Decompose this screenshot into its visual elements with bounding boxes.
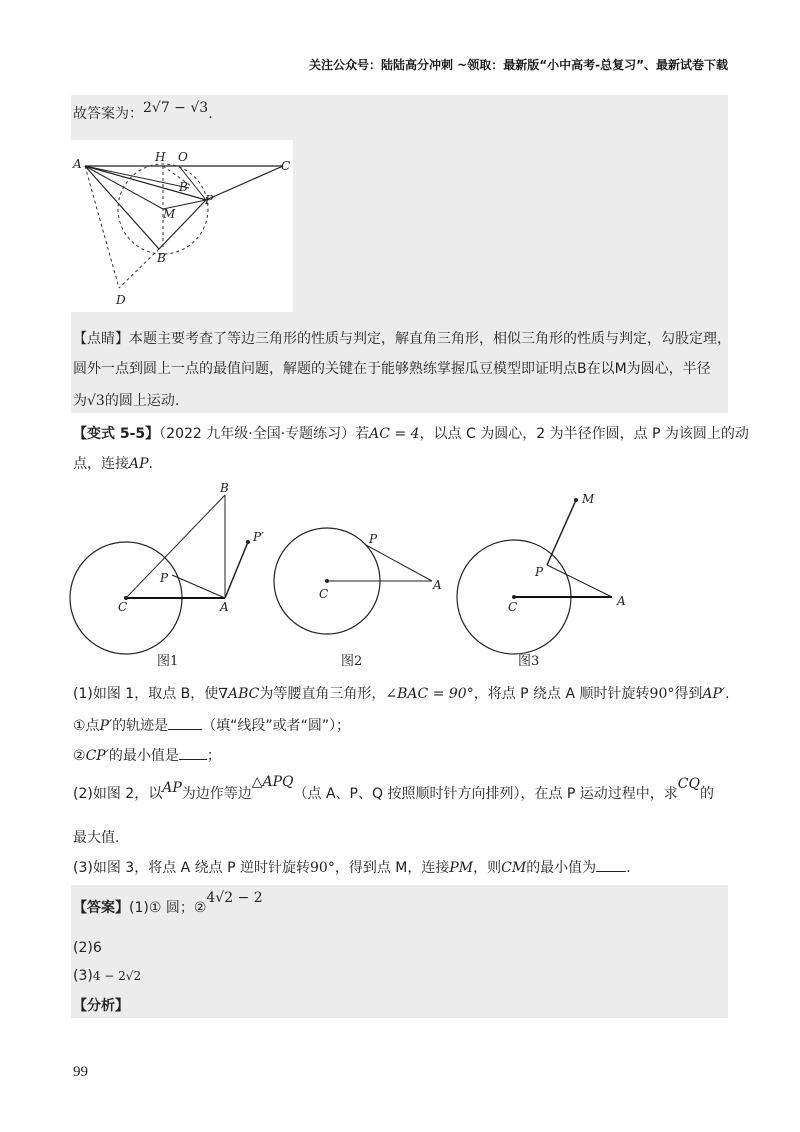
q2-ap: AP <box>162 780 182 796</box>
answer-3-text: (3) <box>73 968 93 984</box>
fig2-label-p: P <box>369 532 378 546</box>
fig1-label-c: C <box>118 600 128 614</box>
intro-answer-prefix: 故答案为： <box>73 106 143 122</box>
q3-degree: 90° <box>310 860 335 876</box>
question-1-sub-1 <box>73 716 350 736</box>
fig2-label-c: C <box>319 587 329 601</box>
q3-text-d: 的最小值为 <box>526 860 597 876</box>
q1-sub2-cp: CP′ <box>85 748 109 764</box>
q1-sub2-c: ； <box>206 748 221 764</box>
fig3-segment-pa <box>547 565 612 597</box>
fig1-label-b: B <box>220 481 229 495</box>
intro-answer-line <box>73 100 213 124</box>
variant-line-1 <box>73 424 749 444</box>
q1-sub1-c: （填“线段”或者“圆”）； <box>202 718 351 734</box>
fig1-caption: 图1 <box>157 654 179 669</box>
question-3 <box>73 858 631 878</box>
fig2-caption: 图2 <box>341 654 363 669</box>
q1-text-d: 得到 <box>674 686 703 702</box>
variant-text: ，以点 C 为圆心，2 为半径作圆，点 P 为该圆上的动 <box>419 426 749 442</box>
q2-text-b: 为边作等边 <box>181 786 252 802</box>
variant-line-2-b: . <box>148 456 153 472</box>
q2-text-a: (2)如图 2，以 <box>73 786 163 802</box>
label-c: C <box>281 159 291 173</box>
q3-text-e: . <box>626 860 631 876</box>
fig1-point-pp <box>246 540 250 544</box>
answer-3-expr: 4 − 2√2 <box>92 969 142 983</box>
label-a: A <box>73 157 82 171</box>
geometry-figure-top <box>71 146 293 312</box>
intro-answer-expr: 2√7 − √3 <box>143 100 209 116</box>
q1-triangle: ∇ABC <box>218 686 260 702</box>
segment-bd <box>119 249 159 288</box>
dianjing-line-2: 圆外一点到圆上一点的最值问题，解题的关键在于能够熟练掌握瓜豆模型即证明点B在以M为圆心，半径 <box>73 361 711 377</box>
q2-text-d: 的 <box>700 786 714 802</box>
q3-text-c: ，则 <box>473 860 502 876</box>
q1-text-a: (1)如图 1，取点 B，使 <box>73 686 219 702</box>
label-d: D <box>116 293 126 307</box>
q1-sub1-b: 的轨迹是 <box>112 718 169 734</box>
q1-text-b: 为等腰直角三角形， <box>259 686 386 702</box>
answer-line-2: (2)6 <box>73 940 102 956</box>
question-2-line-2: 最大值. <box>73 830 120 846</box>
fig1-segment-app <box>225 542 248 598</box>
fig3-segment-pm <box>547 500 576 565</box>
question-1 <box>73 684 730 704</box>
fig2-segment-pa <box>366 545 432 581</box>
answer-line-1 <box>73 890 263 918</box>
dianjing-line-3 <box>73 391 179 411</box>
q3-text-a: (3)如图 3，将点 A 绕点 P 逆时针旋转 <box>73 860 311 876</box>
q1-sub1-blank <box>168 729 202 730</box>
fig3-caption: 图3 <box>518 654 540 669</box>
variant-line-2 <box>73 454 153 474</box>
q2-triangle: △APQ <box>251 774 294 790</box>
fig3-label-p: P <box>535 565 544 579</box>
q2-text-c: （点 A、P、Q 按照顺时针方向排列），在点 P 运动过程中，求 <box>293 786 678 802</box>
answer-1-expr: 4√2 − 2 <box>206 890 263 906</box>
q3-pm: PM <box>449 860 474 876</box>
answer-label: 【答案】 <box>73 900 129 916</box>
label-b: B <box>157 251 166 265</box>
q1-text-c: ，将点 P 绕点 A 顺时针旋转 <box>473 686 650 702</box>
dianjing-line-3-a: 为 <box>73 393 87 409</box>
question-1-sub-2 <box>73 746 221 766</box>
segment-cp <box>206 166 283 200</box>
dianjing-line-3-expr: √3 <box>87 393 105 409</box>
variant-tag: 【变式 5-5】 <box>73 426 160 442</box>
q1-sub1-point: P′ <box>99 718 113 734</box>
page-header: 关注公众号：陆陆高分冲刺 ~领取：最新版“小中高考-总复习”、最新试卷下载 <box>309 58 728 72</box>
fig2-point-c <box>325 579 329 583</box>
q2-cq: CQ <box>677 776 700 792</box>
q1-sub2-a: ② <box>73 748 86 764</box>
variant-source: （2022 九年级·全国·专题练习）若 <box>159 426 370 442</box>
fig3-point-c <box>512 595 516 599</box>
variant-expr: AC = 4 <box>369 426 420 442</box>
analysis-label: 【分析】 <box>73 998 129 1014</box>
page-number: 99 <box>73 1064 88 1080</box>
q3-text-b: ，得到点 M，连接 <box>334 860 450 876</box>
label-m: M <box>163 207 176 221</box>
question-2 <box>73 774 714 804</box>
fig1-segment-cb <box>126 495 225 598</box>
variant-line-2-a: 点，连接 <box>73 456 129 472</box>
figures-row <box>60 475 700 675</box>
q1-degree: 90° <box>649 686 675 702</box>
label-h: H <box>155 150 166 164</box>
fig2-label-a: A <box>433 578 442 592</box>
q1-sub1-a: ①点 <box>73 718 100 734</box>
answer-1-text: (1)① 圆；② <box>129 900 207 916</box>
answer-line-3 <box>73 966 141 986</box>
q1-angle: ∠BAC = 90° <box>385 686 474 702</box>
fig1-label-a: A <box>220 600 229 614</box>
q1-text-e: . <box>725 686 730 702</box>
fig3-label-c: C <box>508 600 518 614</box>
figure-3 <box>457 492 626 669</box>
figure-2 <box>274 528 442 669</box>
fig1-segment-pa <box>172 575 225 598</box>
segment-am <box>85 166 163 209</box>
q3-blank <box>596 871 626 872</box>
fig3-label-m: M <box>582 492 595 506</box>
intro-answer-suffix: . <box>208 106 213 122</box>
fig1-label-p: P <box>160 571 169 585</box>
label-o: O <box>178 150 188 164</box>
segment-ab-small <box>85 166 189 188</box>
q3-cm: CM <box>501 860 527 876</box>
label-p: P <box>205 193 214 207</box>
segment-ap <box>85 166 206 200</box>
fig3-point-m <box>574 498 578 502</box>
label-b-small: B <box>179 180 188 194</box>
q1-sub2-blank <box>179 759 207 760</box>
figure-1 <box>70 481 264 669</box>
q1-ap: AP′ <box>702 686 726 702</box>
dianjing-line-3-b: 的圆上运动. <box>104 393 180 409</box>
fig3-label-a: A <box>617 594 626 608</box>
dianjing-line-1: 【点睛】本题主要考查了等边三角形的性质与判定，解直角三角形，相似三角形的性质与判定，勾股定理， <box>73 331 731 347</box>
variant-line-2-expr: AP <box>129 456 149 472</box>
q1-sub2-b: 的最小值是 <box>108 748 179 764</box>
fig1-label-pp: P′ <box>253 530 264 544</box>
